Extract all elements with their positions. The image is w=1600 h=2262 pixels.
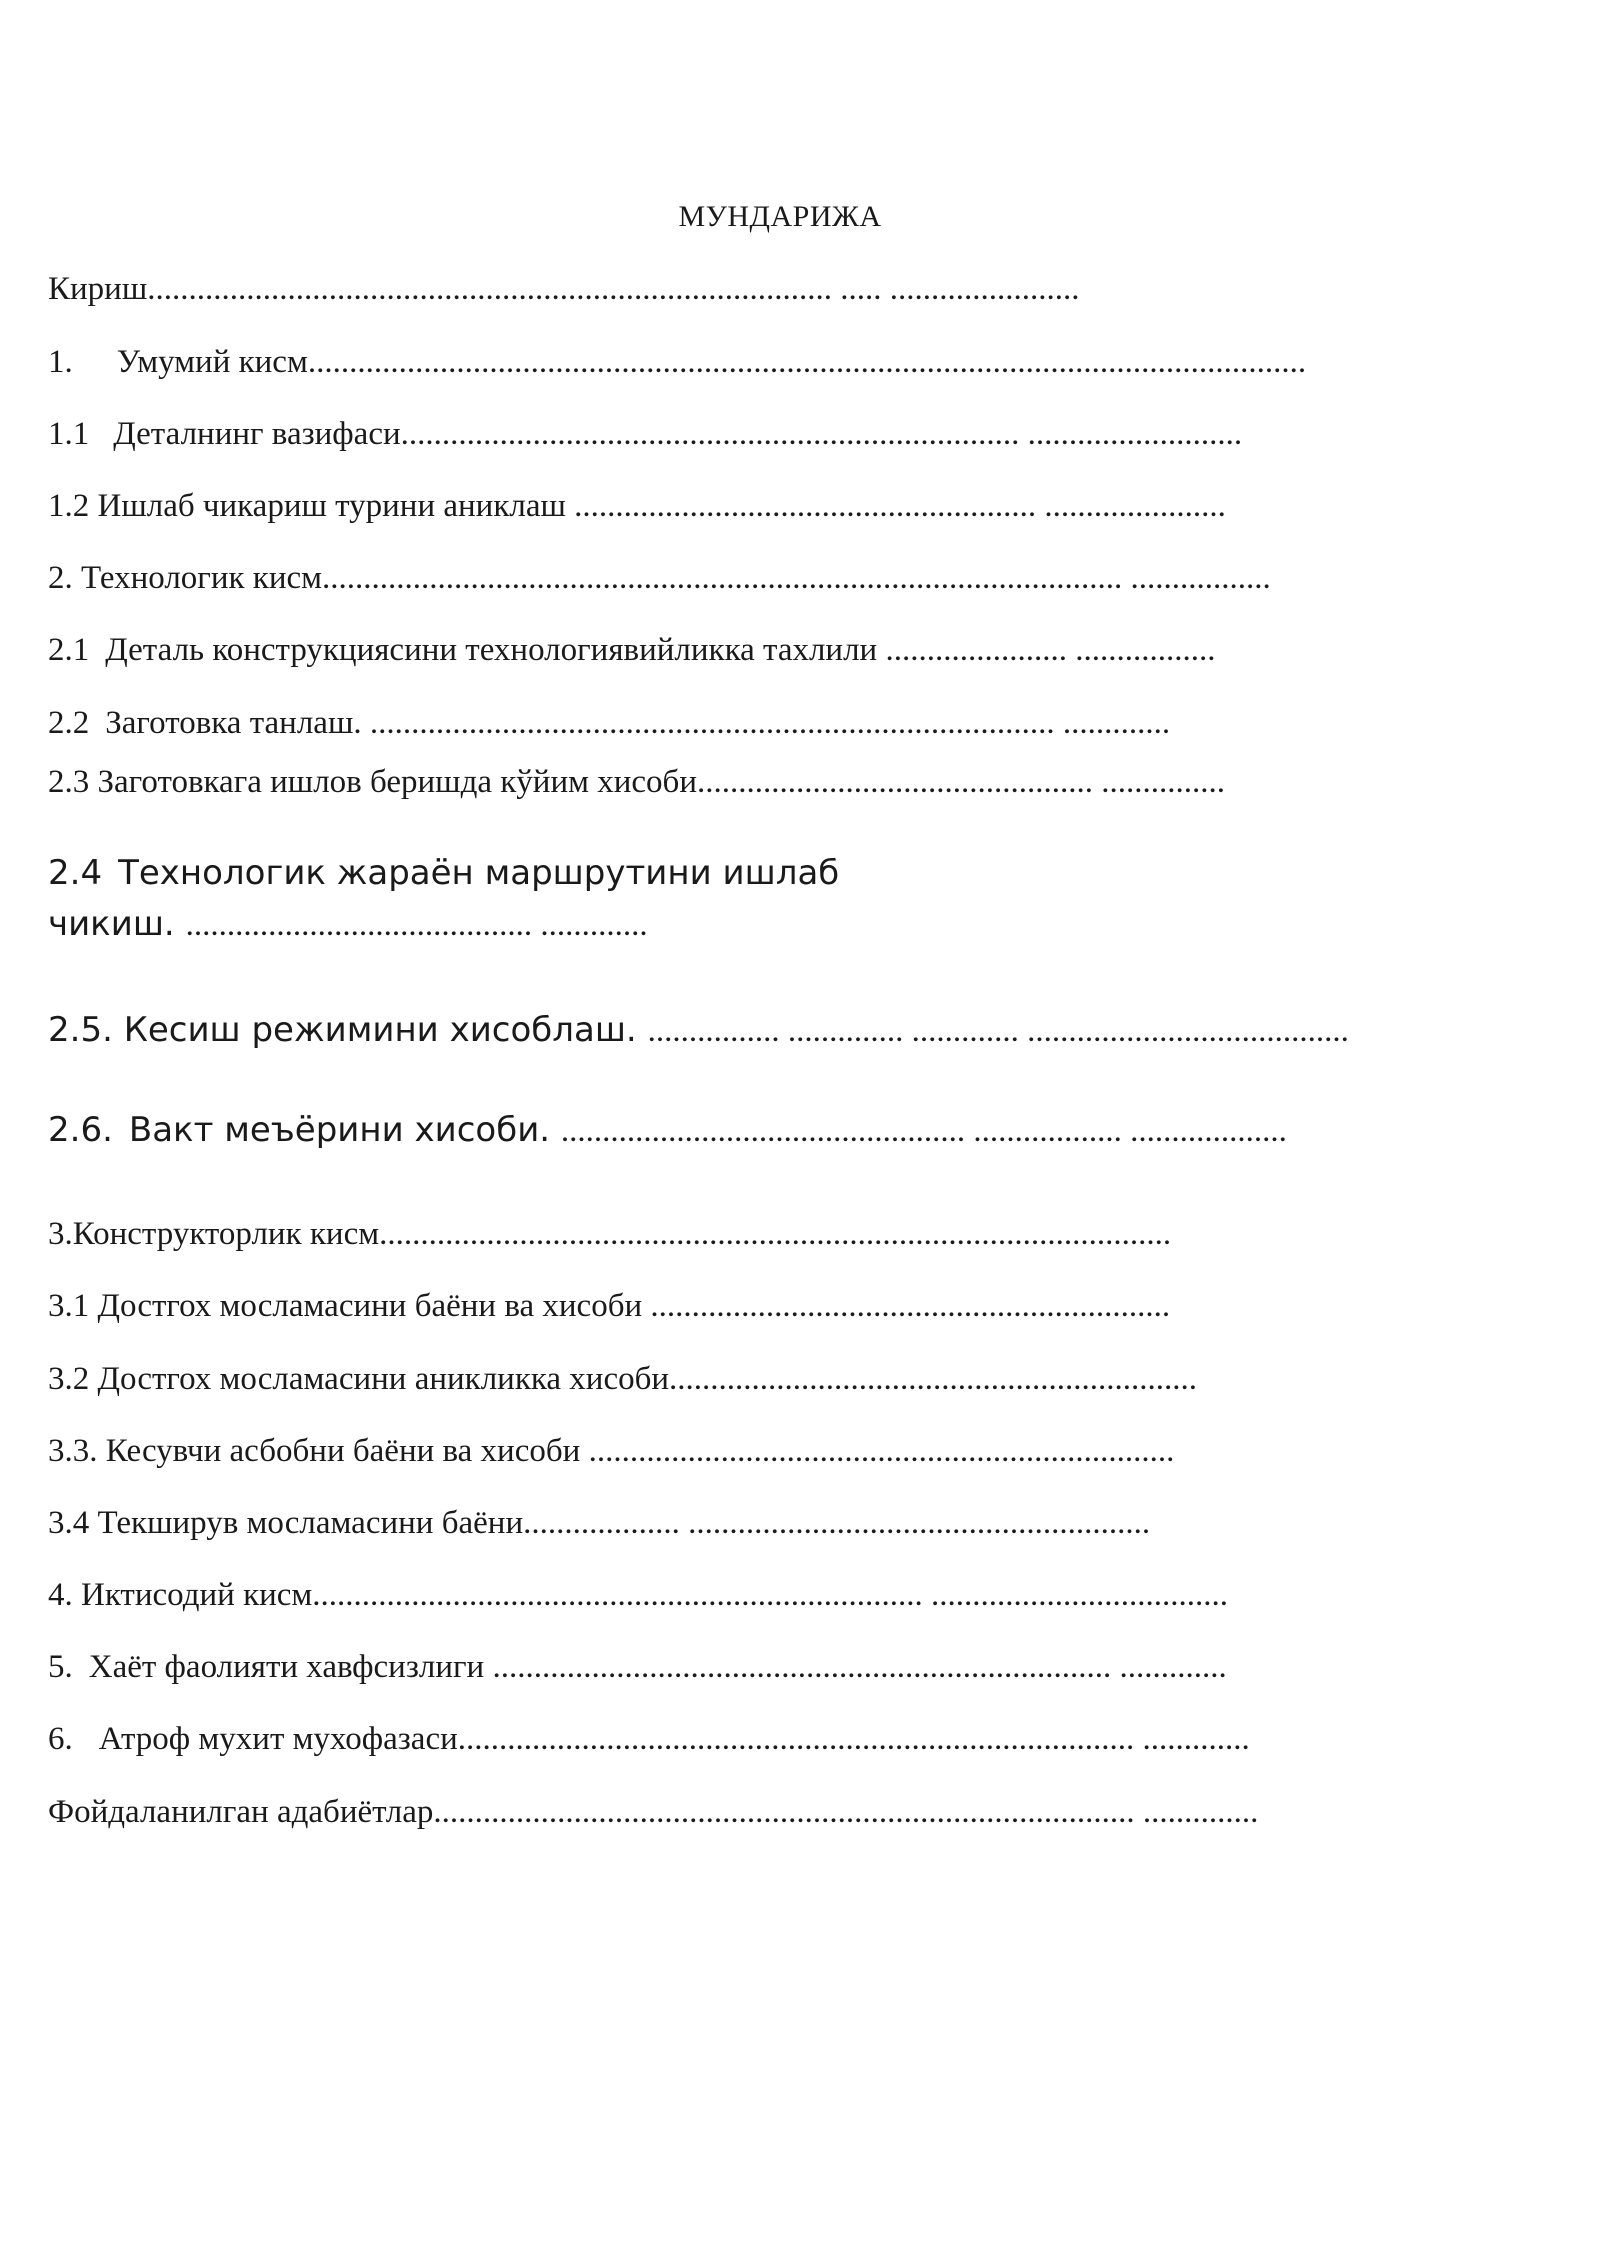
toc-entry-leader: ...............................................................	[650, 1288, 1171, 1324]
toc-entry-6	[48, 1719, 1250, 1759]
toc-entry-text: Кесиш режимини хисоблаш.	[123, 1010, 637, 1050]
toc-entry-leader: ................................................................................................	[379, 1216, 1172, 1252]
toc-entry-2-4-continued	[48, 904, 648, 945]
toc-entry-text: Технологик кисм	[81, 560, 323, 596]
toc-entry-leader: ........................................................................... ..........................	[400, 416, 1243, 452]
toc-entry-text: Достгох мосламасини аникликка хисоби	[97, 1361, 670, 1397]
toc-entry-text: Деталь конструкциясини технологиявийликка тахлили	[105, 632, 878, 668]
toc-entry-leader: ................................................................................................. .................	[322, 560, 1271, 596]
toc-entry-3	[48, 1214, 1171, 1254]
toc-entry-text: Кесувчи асбобни баёни ва хисоби	[105, 1433, 581, 1469]
toc-entry-3-3	[48, 1431, 1174, 1471]
toc-entry-2	[48, 558, 1271, 598]
toc-entry-number: 1.	[48, 344, 73, 380]
toc-entry-1-2	[48, 486, 1226, 526]
toc-entry-leader: .......................................... .............	[185, 907, 648, 943]
toc-entry-leader: ................................................................	[669, 1361, 1198, 1397]
toc-entry-text: Заготовка танлаш.	[105, 705, 362, 741]
toc-entry-text: Вакт меъёрини хисоби.	[128, 1110, 551, 1150]
toc-entry-number: 3.3.	[48, 1433, 98, 1469]
toc-entry-1	[48, 342, 1306, 382]
toc-entry-text: 3.Конструкторлик кисм	[48, 1216, 380, 1252]
toc-entry-number: 3.4	[48, 1505, 90, 1541]
toc-entry-leader: .......................................................................... ....................................	[312, 1577, 1229, 1613]
toc-entry-text: Кириш	[48, 271, 148, 307]
toc-entry-5	[48, 1647, 1227, 1687]
page-title: МУНДАРИЖА	[678, 200, 882, 233]
toc-entry-leader: .......................................................................	[588, 1433, 1175, 1469]
toc-entry-2-1	[48, 630, 1215, 670]
toc-entry-introduction	[48, 269, 1080, 309]
toc-entry-text: Умумий кисм	[116, 344, 308, 380]
toc-entry-number: 6.	[48, 1721, 73, 1757]
toc-entry-text: Деталнинг вазифаси	[113, 416, 401, 452]
toc-entry-text: Ишлаб чикариш турини аниклаш	[97, 488, 566, 524]
toc-entry-leader: ................................................................................... ..... .......................	[147, 271, 1080, 307]
toc-entry-2-2	[48, 703, 1170, 743]
toc-entry-3-2	[48, 1359, 1197, 1399]
toc-entry-leader: ................................................. .................. ...................	[560, 1113, 1287, 1149]
toc-entry-text: Текширув мосламасини баёни	[97, 1505, 524, 1541]
toc-entry-number: 3.2	[48, 1361, 90, 1397]
toc-entry-4	[48, 1575, 1228, 1615]
toc-entry-2-4	[48, 853, 839, 894]
toc-entry-number: 1.2	[48, 488, 90, 524]
toc-entry-2-6	[48, 1110, 1287, 1151]
toc-entry-3-1	[48, 1286, 1170, 1326]
toc-entry-text: Заготовкага ишлов беришда кўйим хисоби	[97, 764, 698, 800]
toc-entry-number: 5.	[48, 1649, 73, 1685]
toc-entry-text: Иктисодий кисм	[81, 1577, 313, 1613]
toc-entry-number: 3.1	[48, 1288, 90, 1324]
toc-entry-number: 1.1	[48, 416, 90, 452]
toc-entry-leader: ..................................................................................... ..............	[433, 1794, 1259, 1830]
toc-entry-leader: ................................................................................... .............	[369, 705, 1171, 741]
toc-entry-number: 2.5.	[48, 1010, 113, 1050]
toc-entry-leader: ................ .............. ............. .......................................	[647, 1013, 1349, 1049]
toc-entry-number: 2.1	[48, 632, 90, 668]
toc-entry-number: 2.	[48, 560, 73, 596]
toc-entry-text: Атроф мухит мухофазаси	[98, 1721, 458, 1757]
toc-entry-leader: ................................................ ...............	[697, 764, 1226, 800]
toc-entry-number: 2.4	[48, 853, 103, 893]
toc-entry-number: 4.	[48, 1577, 73, 1613]
toc-entry-leader: ...................... .................	[885, 632, 1216, 668]
toc-entry-text: Хаёт фаолияти хавфсизлиги	[88, 1649, 485, 1685]
toc-entry-number: 2.2	[48, 705, 90, 741]
toc-entry-references	[48, 1792, 1258, 1832]
toc-entry-text: Фойдаланилган адабиётлар	[48, 1794, 434, 1830]
toc-entry-leader: .........................................................................................................................	[307, 344, 1307, 380]
toc-entry-2-5	[48, 1010, 1349, 1051]
toc-entry-text: чикиш.	[48, 904, 175, 944]
toc-entry-leader: .................................................................................. .............	[457, 1721, 1250, 1757]
toc-entry-number: 2.3	[48, 764, 90, 800]
toc-entry-text: Достгох мосламасини баёни ва хисоби	[97, 1288, 643, 1324]
toc-entry-3-4	[48, 1503, 1150, 1543]
toc-entry-text: Технологик жараён маршрутини ишлаб	[118, 853, 840, 893]
toc-entry-leader: ........................................................................... .............	[492, 1649, 1227, 1685]
toc-entry-leader: ........................................................ ......................	[574, 488, 1226, 524]
toc-entry-1-1	[48, 414, 1242, 454]
toc-entry-2-3	[48, 762, 1225, 802]
toc-entry-number: 2.6.	[48, 1110, 113, 1150]
toc-entry-leader: ................... ........................................................	[523, 1505, 1151, 1541]
